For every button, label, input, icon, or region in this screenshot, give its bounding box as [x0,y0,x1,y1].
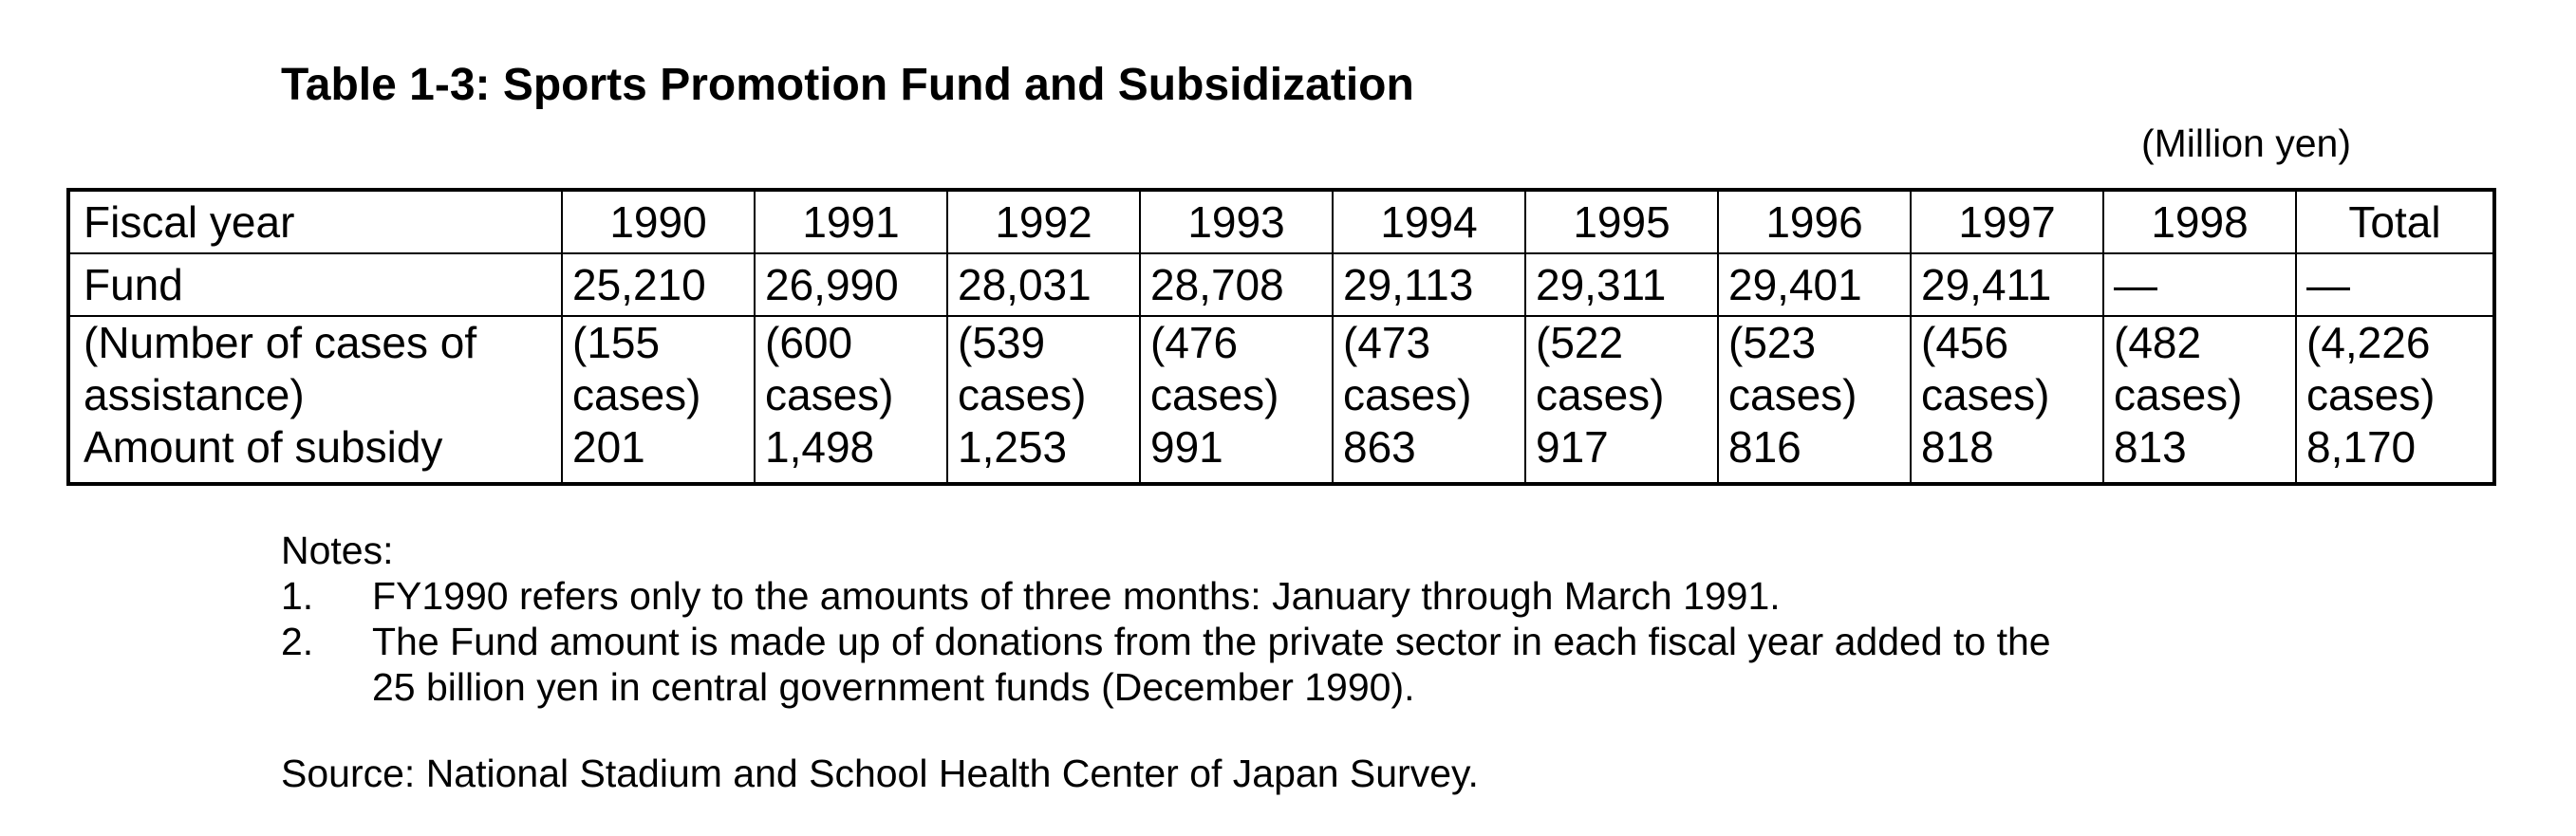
cases-close: cases) [2306,370,2436,419]
cases-open: (539 [958,318,1046,367]
subsidy-label-line: (Number of cases of [84,318,477,367]
subsidy-amount: 813 [2114,422,2187,472]
fund-table [66,188,2496,486]
fund-cell: 29,113 [1333,253,1525,316]
cases-close: cases) [1150,370,1279,419]
header-year: 1995 [1525,190,1718,253]
cases-close: cases) [1343,370,1472,419]
fund-cell: — [2296,253,2494,316]
subsidy-amount: 917 [1536,422,1609,472]
cases-open: (523 [1728,318,1817,367]
subsidy-cell [755,316,947,484]
header-year: 1991 [755,190,947,253]
subsidy-cell [1140,316,1333,484]
subsidy-amount: 991 [1150,422,1223,472]
cases-close: cases) [1536,370,1665,419]
subsidy-cell [2103,316,2296,484]
subsidy-amount: 201 [572,422,645,472]
cases-open: (482 [2114,318,2202,367]
note-text [372,619,2051,710]
cases-close: cases) [958,370,1087,419]
fund-cell: 26,990 [755,253,947,316]
note-item [281,573,2051,619]
notes-section [281,528,2051,710]
fund-cell: 29,311 [1525,253,1718,316]
subsidy-cell [1525,316,1718,484]
cases-open: (456 [1921,318,2009,367]
note-text [372,573,1781,619]
cases-open: (4,226 [2306,318,2431,367]
note-item [281,619,2051,710]
header-year: 1998 [2103,190,2296,253]
table-header-row [68,190,2494,253]
subsidy-cell [1718,316,1911,484]
subsidy-amount: 816 [1728,422,1801,472]
note-number: 1. [281,574,314,618]
header-year: 1997 [1911,190,2103,253]
cases-close: cases) [1728,370,1857,419]
fund-cell: 25,210 [562,253,755,316]
header-total: Total [2296,190,2494,253]
header-year: 1996 [1718,190,1911,253]
note-line: The Fund amount is made up of donations from the private sector in each fiscal year added to the [372,620,2051,663]
fund-cell: 28,031 [947,253,1140,316]
fund-cell: 29,401 [1718,253,1911,316]
fund-cell: 28,708 [1140,253,1333,316]
fund-cell: — [2103,253,2296,316]
cases-close: cases) [765,370,894,419]
subsidy-amount: 1,498 [765,422,875,472]
subsidy-label-line: Amount of subsidy [84,422,443,472]
unit-label: (Million yen) [2141,121,2351,165]
cases-open: (473 [1343,318,1431,367]
fund-cell: 29,411 [1911,253,2103,316]
note-number: 2. [281,620,314,663]
cases-close: cases) [1921,370,2050,419]
fund-label: Fund [68,253,562,316]
subsidy-amount: 8,170 [2306,422,2417,472]
subsidy-amount: 818 [1921,422,1994,472]
header-year: 1993 [1140,190,1333,253]
subsidy-cell [1911,316,2103,484]
cases-close: cases) [2114,370,2243,419]
source-note: Source: National Stadium and School Health Center of Japan Survey. [281,752,1479,795]
subsidy-amount: 863 [1343,422,1416,472]
subsidy-cell [562,316,755,484]
cases-close: cases) [572,370,701,419]
header-year: 1990 [562,190,755,253]
header-year: 1992 [947,190,1140,253]
header-year: 1994 [1333,190,1525,253]
header-label: Fiscal year [68,190,562,253]
table-title: Table 1-3: Sports Promotion Fund and Subsidization [281,60,1414,110]
cases-open: (476 [1150,318,1239,367]
subsidy-amount: 1,253 [958,422,1068,472]
fund-row [68,253,2494,316]
note-line: 25 billion yen in central government funds (December 1990). [372,665,1415,709]
subsidy-row [68,316,2494,484]
subsidy-cell [2296,316,2494,484]
notes-heading: Notes: [281,529,394,572]
cases-open: (522 [1536,318,1624,367]
note-line: FY1990 refers only to the amounts of three months: January through March 1991. [372,574,1781,618]
subsidy-cell [947,316,1140,484]
subsidy-cell [1333,316,1525,484]
subsidy-label-line: assistance) [84,370,305,419]
subsidy-label [68,316,562,484]
cases-open: (155 [572,318,661,367]
cases-open: (600 [765,318,853,367]
